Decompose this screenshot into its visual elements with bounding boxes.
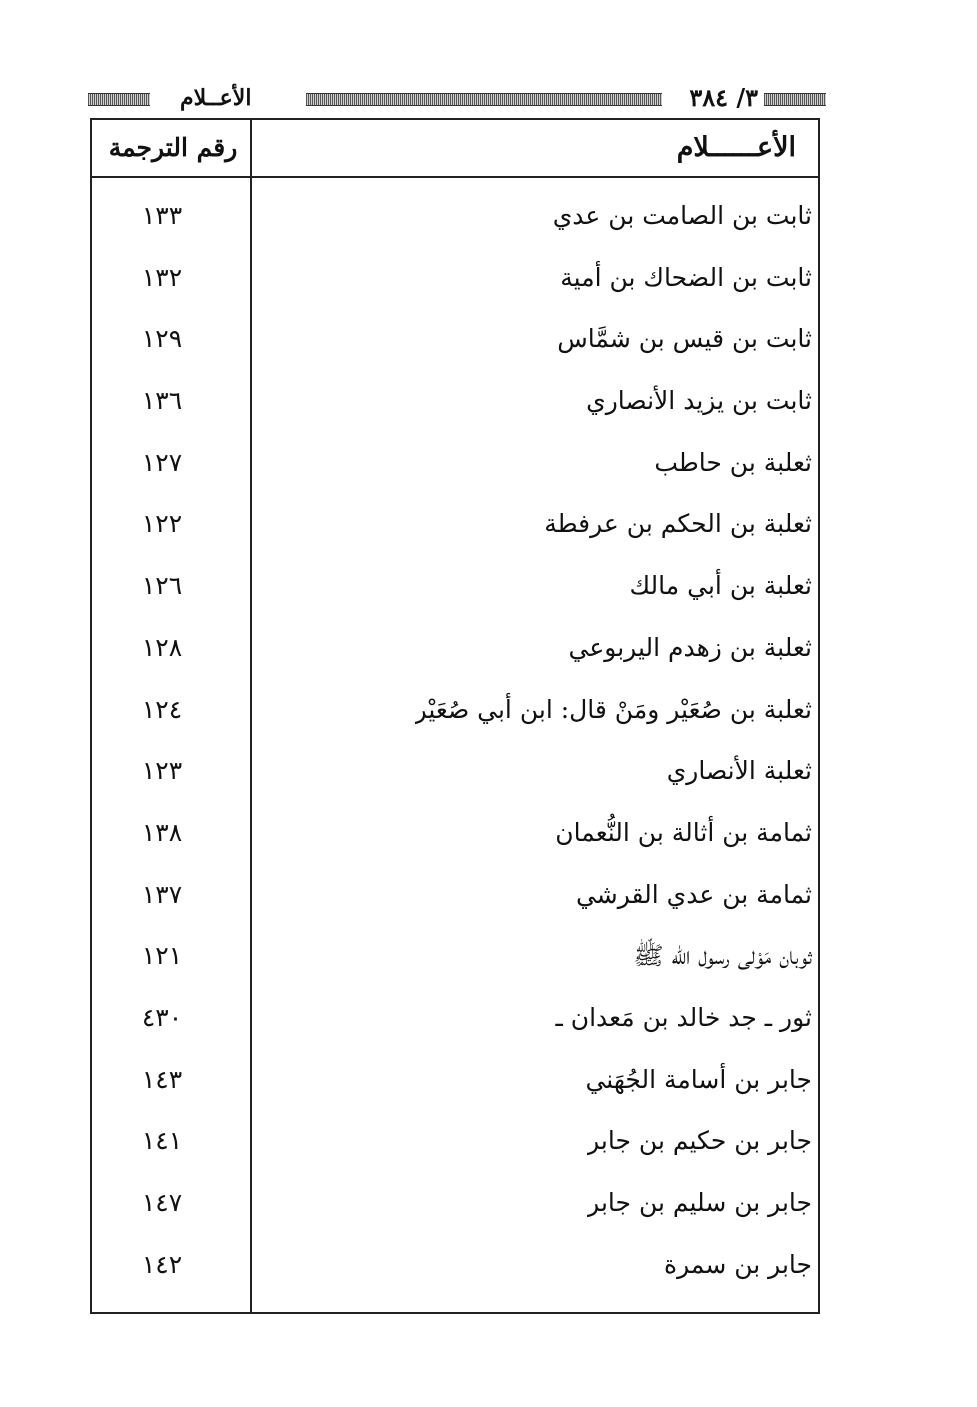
entry-number: ١٣٣ bbox=[141, 201, 183, 230]
names-index-table bbox=[90, 118, 820, 1314]
entry-number: ١٢٧ bbox=[141, 447, 183, 477]
entry-name: ثعلبة بن الحكم بن عرفطة bbox=[544, 509, 812, 539]
entry-name: ثابت بن يزيد الأنصاري bbox=[586, 386, 812, 416]
entry-number: ١٢٢ bbox=[141, 509, 183, 539]
running-header bbox=[88, 82, 826, 114]
table-row bbox=[92, 562, 818, 624]
column-header-entry-number: رقم الترجمة bbox=[108, 133, 238, 162]
entry-number: ١٣٢ bbox=[141, 262, 183, 292]
entry-number: ١٤٧ bbox=[141, 1188, 183, 1217]
entry-name: جابر بن حكيم بن جابر bbox=[587, 1126, 812, 1156]
entry-number: ١٤٣ bbox=[141, 1064, 183, 1094]
table-header-row bbox=[92, 120, 818, 178]
entry-number: ١٢٦ bbox=[141, 571, 183, 601]
entry-number: ١٤٢ bbox=[141, 1249, 183, 1279]
entry-number: ١٤١ bbox=[141, 1126, 183, 1156]
header-ornament-middle bbox=[306, 93, 662, 106]
table-row bbox=[92, 1117, 818, 1179]
entry-name: جابر بن سمرة bbox=[664, 1249, 812, 1279]
table-row bbox=[92, 809, 818, 871]
table-row bbox=[92, 871, 818, 933]
entry-number: ١٢٣ bbox=[141, 756, 183, 786]
entry-name: ثابت بن قيس بن شمَّاس bbox=[557, 324, 812, 354]
entry-number: ١٣٦ bbox=[141, 386, 183, 416]
table-row bbox=[92, 1241, 818, 1303]
entry-name: ثعلبة بن أبي مالك bbox=[629, 571, 812, 601]
header-ornament-left bbox=[88, 93, 150, 106]
entry-name: ثور ـ جد خالد بن مَعدان ـ bbox=[555, 1002, 812, 1032]
table-row bbox=[92, 994, 818, 1056]
entry-number: ١٢٨ bbox=[141, 632, 183, 662]
entry-number: ١٢٩ bbox=[141, 324, 183, 354]
entry-name: ثابت بن الضحاك بن أمية bbox=[560, 262, 812, 292]
table-row bbox=[92, 932, 818, 994]
page-number: ٣/ ٣٨٤ bbox=[689, 83, 758, 112]
entry-name: جابر بن أسامة الجُهَني bbox=[585, 1064, 812, 1094]
entry-name: ثوبان مَوْلى رسول الله ﷺ bbox=[633, 941, 812, 971]
running-title: الأعــلام bbox=[180, 85, 252, 111]
entry-number: ١٣٨ bbox=[141, 817, 183, 847]
entry-name: ثابت بن الصامت بن عدي bbox=[552, 201, 812, 230]
table-row bbox=[92, 500, 818, 562]
table-row bbox=[92, 377, 818, 439]
table-row bbox=[92, 1056, 818, 1118]
entry-name: ثمامة بن أثالة بن النُّعمان bbox=[555, 817, 812, 847]
entry-number: ٤٣٠ bbox=[141, 1002, 183, 1032]
header-ornament-right bbox=[764, 93, 826, 106]
table-row bbox=[92, 439, 818, 501]
entry-name: ثمامة بن عدي القرشي bbox=[575, 879, 812, 909]
entry-number: ١٢١ bbox=[141, 941, 183, 971]
column-header-names: الأعــــــلام bbox=[676, 132, 796, 163]
table-row bbox=[92, 254, 818, 316]
entry-number: ١٣٧ bbox=[141, 879, 183, 909]
table-row bbox=[92, 686, 818, 748]
entry-number: ١٢٤ bbox=[141, 694, 183, 724]
table-body bbox=[92, 192, 818, 1302]
entry-name: ثعلبة بن صُعَيْر ومَنْ قال: ابن أبي صُعَيْر bbox=[414, 694, 812, 724]
table-row bbox=[92, 624, 818, 686]
entry-name: جابر بن سليم بن جابر bbox=[587, 1188, 812, 1217]
entry-name: ثعلبة الأنصاري bbox=[666, 756, 812, 786]
table-row bbox=[92, 192, 818, 254]
table-row bbox=[92, 1179, 818, 1241]
table-row bbox=[92, 747, 818, 809]
table-row bbox=[92, 315, 818, 377]
entry-name: ثعلبة بن حاطب bbox=[654, 447, 812, 477]
entry-name: ثعلبة بن زهدم اليربوعي bbox=[568, 632, 812, 662]
